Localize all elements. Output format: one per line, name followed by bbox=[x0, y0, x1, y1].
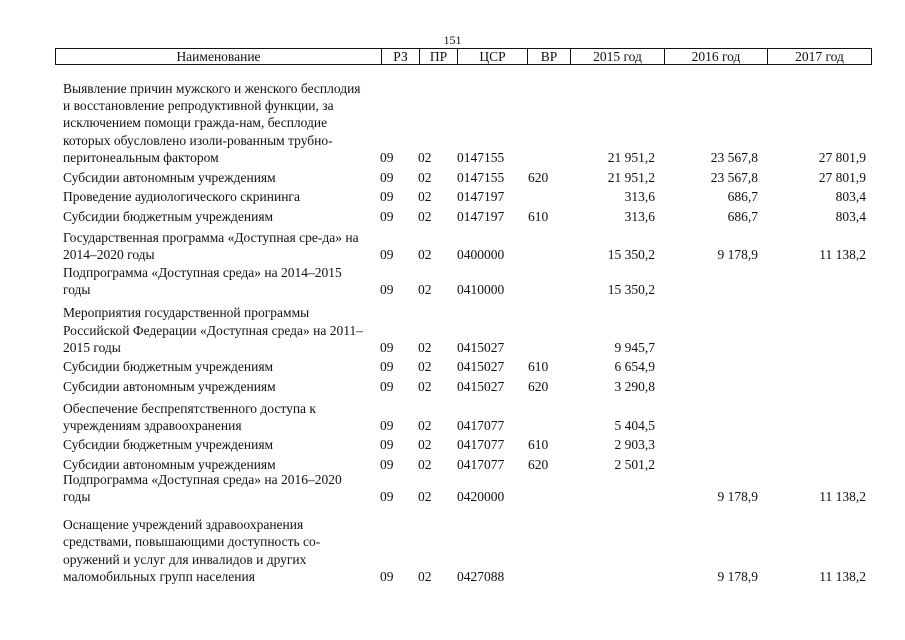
row-name: Выявление причин мужского и женского бесплодия и восстановление репродуктивной функции, за исключением помощи гражда-нам, бесплодие которых обусловлено изоли-рованным трубно-перитонеальным фактором bbox=[63, 80, 361, 165]
row-2015: 21 951,2 bbox=[607, 169, 655, 185]
header-csr: ЦСР bbox=[457, 49, 527, 64]
row-2017: 11 138,2 bbox=[819, 568, 866, 584]
row-name: Подпрограмма «Доступная среда» на 2014–2015 годы bbox=[63, 264, 342, 297]
row-name: Мероприятия государственной программы Российской Федерации «Доступная среда» на 2011–2015 годы bbox=[63, 305, 363, 355]
row-pr: 02 bbox=[418, 169, 432, 185]
row-2015: 6 654,9 bbox=[614, 358, 655, 374]
row-pr: 02 bbox=[418, 188, 432, 204]
row-2015: 15 350,2 bbox=[607, 281, 655, 297]
row-csr: 0147197 bbox=[457, 188, 505, 204]
row-2017: 11 138,2 bbox=[819, 488, 866, 504]
row-vr: 610 bbox=[528, 208, 549, 224]
row-pr: 02 bbox=[418, 339, 432, 355]
header-2017: 2017 год bbox=[767, 49, 871, 64]
row-rz: 09 bbox=[380, 246, 394, 262]
row-csr: 0427088 bbox=[457, 568, 505, 584]
page-number: 151 bbox=[443, 33, 462, 47]
row-csr: 0415027 bbox=[457, 378, 505, 394]
row-vr: 610 bbox=[528, 436, 549, 452]
row-rz: 09 bbox=[380, 488, 394, 504]
row-rz: 09 bbox=[380, 188, 394, 204]
row-csr: 0415027 bbox=[457, 339, 505, 355]
row-name: Государственная программа «Доступная сре-да» на 2014–2020 годы bbox=[63, 229, 359, 262]
row-csr: 0420000 bbox=[457, 488, 505, 504]
row-vr: 620 bbox=[528, 378, 549, 394]
row-csr: 0147155 bbox=[457, 149, 505, 165]
row-name: Субсидии бюджетным учреждениям bbox=[63, 358, 274, 374]
row-rz: 09 bbox=[380, 208, 394, 224]
row-pr: 02 bbox=[418, 358, 432, 374]
row-csr: 0147197 bbox=[457, 208, 505, 224]
row-csr: 0417077 bbox=[457, 436, 505, 452]
row-name: Субсидии автономным учреждениям bbox=[63, 169, 276, 185]
row-2017: 27 801,9 bbox=[818, 149, 866, 165]
row-pr: 02 bbox=[418, 149, 432, 165]
row-2016: 9 178,9 bbox=[717, 246, 758, 262]
row-2015: 9 945,7 bbox=[614, 339, 655, 355]
row-name: Субсидии бюджетным учреждениям bbox=[63, 436, 274, 452]
row-pr: 02 bbox=[418, 436, 432, 452]
row-name: Субсидии автономным учреждениям bbox=[63, 456, 276, 472]
row-2016: 23 567,8 bbox=[710, 149, 758, 165]
header-pr: ПР bbox=[419, 49, 457, 64]
row-vr: 610 bbox=[528, 358, 549, 374]
row-pr: 02 bbox=[418, 456, 432, 472]
row-pr: 02 bbox=[418, 246, 432, 262]
row-rz: 09 bbox=[380, 339, 394, 355]
row-pr: 02 bbox=[418, 488, 432, 504]
header-2016: 2016 год bbox=[664, 49, 767, 64]
row-csr: 0415027 bbox=[457, 358, 505, 374]
row-csr: 0417077 bbox=[457, 456, 505, 472]
row-name: Проведение аудиологического скрининга bbox=[63, 188, 300, 204]
row-pr: 02 bbox=[418, 208, 432, 224]
row-2015: 15 350,2 bbox=[607, 246, 655, 262]
row-csr: 0410000 bbox=[457, 281, 505, 297]
row-2016: 23 567,8 bbox=[710, 169, 758, 185]
row-rz: 09 bbox=[380, 169, 394, 185]
row-2017: 803,4 bbox=[835, 208, 866, 224]
row-2016: 9 178,9 bbox=[717, 488, 758, 504]
row-2015: 5 404,5 bbox=[614, 417, 655, 433]
row-2016: 686,7 bbox=[727, 188, 758, 204]
header-vr: ВР bbox=[527, 49, 570, 64]
row-vr: 620 bbox=[528, 456, 549, 472]
row-2015: 2 903,3 bbox=[614, 436, 655, 452]
row-vr: 620 bbox=[528, 169, 549, 185]
row-name: Оснащение учреждений здравоохранения средствами, повышающими доступность со-оружений и услуг для инвалидов и других маломобильных групп населения bbox=[63, 517, 321, 584]
row-rz: 09 bbox=[380, 378, 394, 394]
row-name: Обеспечение беспрепятственного доступа к учреждениям здравоохранения bbox=[63, 400, 316, 433]
row-rz: 09 bbox=[380, 149, 394, 165]
row-pr: 02 bbox=[418, 281, 432, 297]
row-2016: 686,7 bbox=[727, 208, 758, 224]
row-pr: 02 bbox=[418, 568, 432, 584]
row-pr: 02 bbox=[418, 417, 432, 433]
row-2015: 2 501,2 bbox=[614, 456, 655, 472]
row-rz: 09 bbox=[380, 417, 394, 433]
row-name: Субсидии бюджетным учреждениям bbox=[63, 208, 274, 224]
header-name: Наименование bbox=[176, 49, 261, 64]
row-csr: 0400000 bbox=[457, 246, 505, 262]
row-name: Субсидии автономным учреждениям bbox=[63, 378, 276, 394]
row-csr: 0147155 bbox=[457, 169, 505, 185]
row-rz: 09 bbox=[380, 568, 394, 584]
header-rz: РЗ bbox=[381, 49, 419, 64]
row-rz: 09 bbox=[380, 358, 394, 374]
row-csr: 0417077 bbox=[457, 417, 505, 433]
row-2017: 11 138,2 bbox=[819, 246, 866, 262]
row-2017: 803,4 bbox=[835, 188, 866, 204]
row-name: Подпрограмма «Доступная среда» на 2016–2020 годы bbox=[63, 471, 342, 504]
row-2015: 313,6 bbox=[624, 188, 655, 204]
row-2017: 27 801,9 bbox=[818, 169, 866, 185]
row-2015: 21 951,2 bbox=[607, 149, 655, 165]
row-2016: 9 178,9 bbox=[717, 568, 758, 584]
row-2015: 313,6 bbox=[624, 208, 655, 224]
header-2015: 2015 год bbox=[570, 49, 664, 64]
row-2015: 3 290,8 bbox=[614, 378, 655, 394]
row-pr: 02 bbox=[418, 378, 432, 394]
row-rz: 09 bbox=[380, 281, 394, 297]
row-rz: 09 bbox=[380, 456, 394, 472]
row-rz: 09 bbox=[380, 436, 394, 452]
